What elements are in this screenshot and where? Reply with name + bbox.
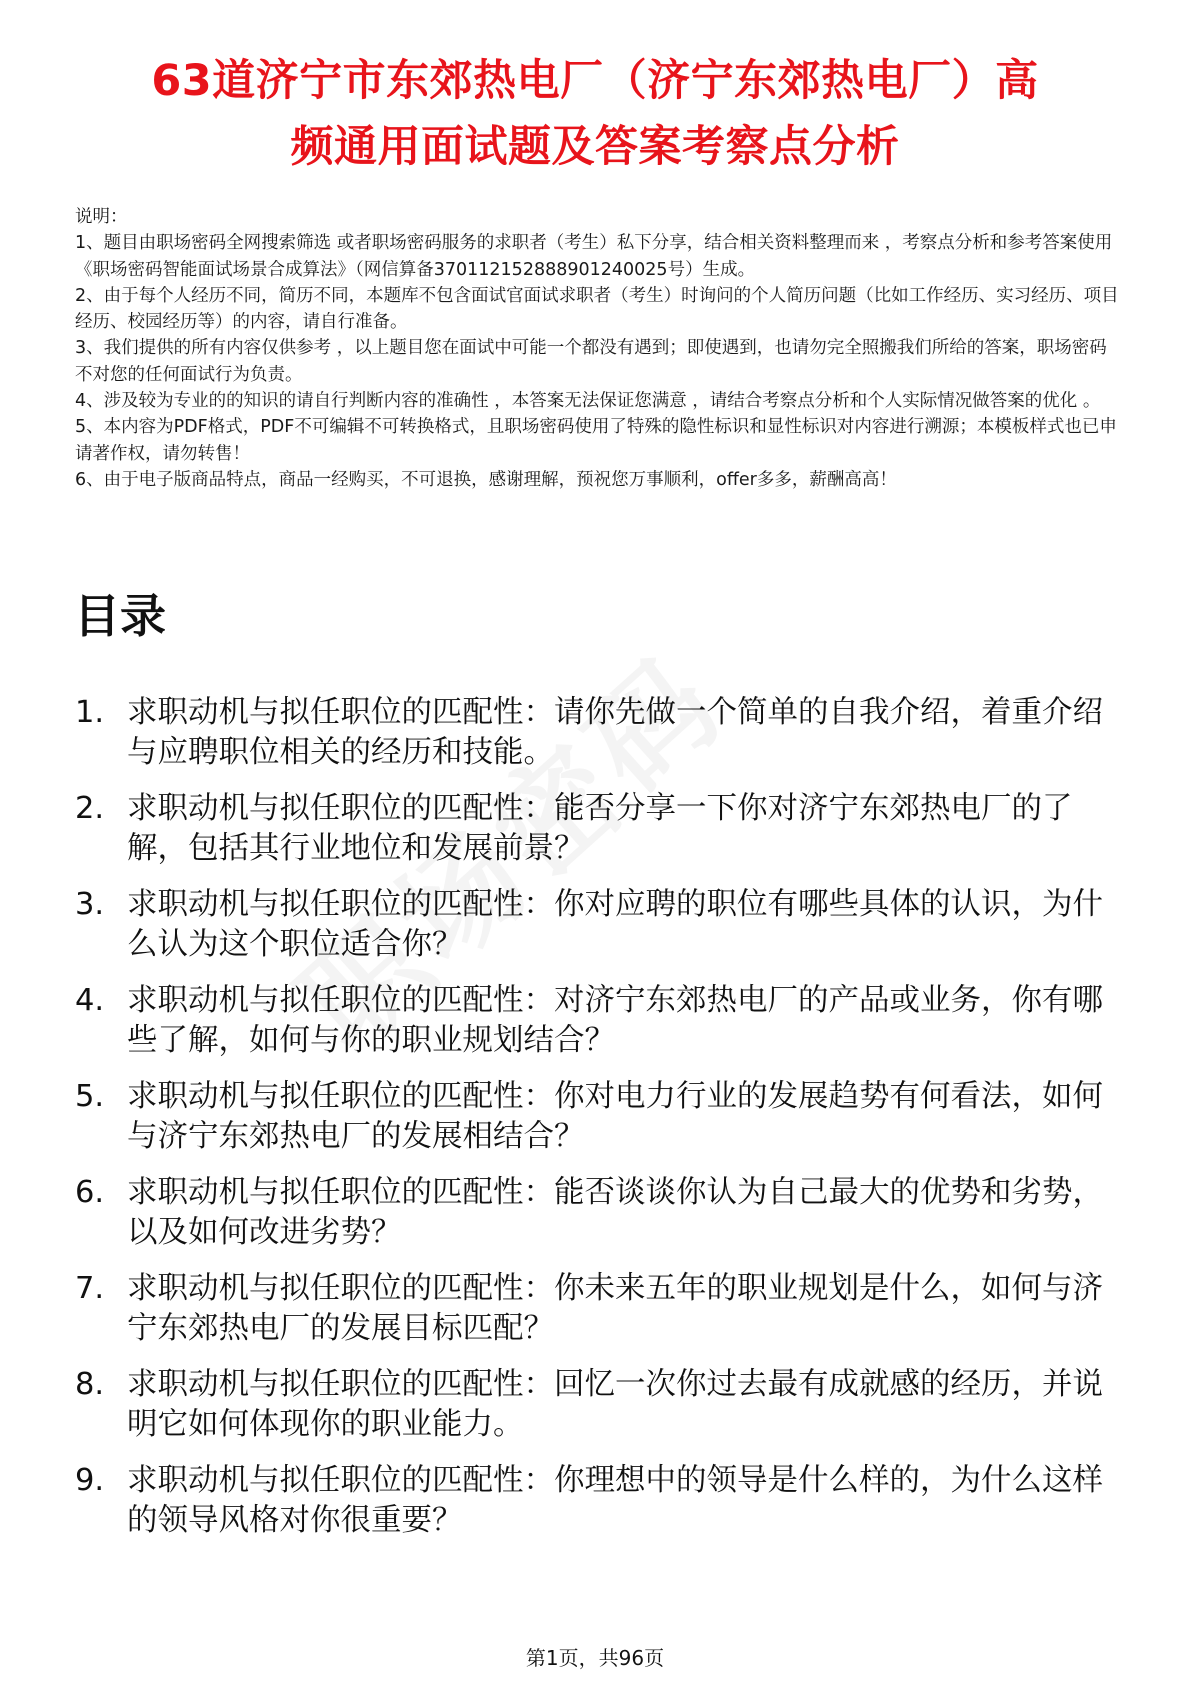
toc-item[interactable] xyxy=(75,1461,1120,1557)
toc-item[interactable] xyxy=(75,1365,1120,1461)
toc-item-text: 求职动机与拟任职位的匹配性：你对电力行业的发展趋势有何看法，如何与济宁东郊热电厂的发展相结合？ xyxy=(127,1079,1103,1154)
toc-item-number: 8. xyxy=(75,1367,105,1402)
toc-item[interactable] xyxy=(75,1173,1120,1269)
toc-item-number: 1. xyxy=(75,695,105,730)
toc-item-text: 求职动机与拟任职位的匹配性：你对应聘的职位有哪些具体的认识，为什么认为这个职位适合你？ xyxy=(127,887,1103,962)
toc-item[interactable] xyxy=(75,981,1120,1077)
toc-item-number: 3. xyxy=(75,887,105,922)
toc-item-text: 求职动机与拟任职位的匹配性：能否谈谈你认为自己最大的优势和劣势，以及如何改进劣势？ xyxy=(127,1175,1103,1250)
toc-item-number: 7. xyxy=(75,1271,105,1306)
toc-item[interactable] xyxy=(75,693,1120,789)
toc-item-number: 9. xyxy=(75,1463,105,1498)
page-footer: 第1页，共96页 xyxy=(525,1646,665,1670)
toc-item-text: 求职动机与拟任职位的匹配性：对济宁东郊热电厂的产品或业务，你有哪些了解，如何与你的职业规划结合？ xyxy=(127,983,1103,1058)
notes-heading: 说明： xyxy=(75,207,128,227)
toc-item-number: 2. xyxy=(75,791,105,826)
toc-item-text: 求职动机与拟任职位的匹配性：请你先做一个简单的自我介绍，着重介绍与应聘职位相关的经历和技能。 xyxy=(127,695,1103,770)
toc-item[interactable] xyxy=(75,1077,1120,1173)
note-item-6: 6、由于电子版商品特点，商品一经购买，不可退换，感谢理解，预祝您万事顺利，offer多多，薪酬高高！ xyxy=(75,469,897,490)
toc-item-number: 5. xyxy=(75,1079,105,1114)
toc-item-text: 求职动机与拟任职位的匹配性：能否分享一下你对济宁东郊热电厂的了解，包括其行业地位和发展前景？ xyxy=(127,791,1073,866)
note-item-4: 4、涉及较为专业的的知识的请自行判断内容的准确性 ，本答案无法保证您满意 ，请结合考察点分析和个人实际情况做答案的优化 。 xyxy=(75,391,1101,412)
toc-item[interactable] xyxy=(75,1269,1120,1365)
document-title xyxy=(70,48,1120,180)
table-of-contents xyxy=(75,693,1120,1557)
toc-heading: 目录 xyxy=(74,589,166,643)
toc-item-text: 求职动机与拟任职位的匹配性：你理想中的领导是什么样的，为什么这样的领导风格对你很重要？ xyxy=(127,1463,1103,1538)
title-line-2: 频通用面试题及答案考察点分析 xyxy=(290,122,900,172)
notes-section xyxy=(75,204,1120,493)
note-item-5: 5、本内容为PDF格式，PDF不可编辑不可转换格式，且职场密码使用了特殊的隐性标识和显性标识对内容进行溯源；本模板样式也已申请著作权，请勿转售！ xyxy=(75,417,1117,464)
toc-item-text: 求职动机与拟任职位的匹配性：你未来五年的职业规划是什么，如何与济宁东郊热电厂的发展目标匹配？ xyxy=(127,1271,1103,1346)
toc-item[interactable] xyxy=(75,789,1120,885)
note-item-1: 1、题目由职场密码全网搜索筛选 或者职场密码服务的求职者（考生）私下分享，结合相关资料整理而来 ，考察点分析和参考答案使用《职场密码智能面试场景合成算法》（网信算备370112152888901240025号）生成。 xyxy=(75,233,1113,280)
note-item-2: 2、由于每个人经历不同，简历不同，本题库不包含面试官面试求职者（考生）时询问的个人简历问题（比如工作经历、实习经历、项目经历、校园经历等）的内容，请自行准备。 xyxy=(75,285,1119,333)
toc-item-text: 求职动机与拟任职位的匹配性：回忆一次你过去最有成就感的经历，并说明它如何体现你的职业能力。 xyxy=(127,1367,1103,1442)
title-line-1: 63道济宁市东郊热电厂（济宁东郊热电厂）高 xyxy=(151,56,1039,106)
toc-item[interactable] xyxy=(75,885,1120,981)
toc-item-number: 6. xyxy=(75,1175,105,1210)
toc-item-number: 4. xyxy=(75,983,105,1018)
note-item-3: 3、我们提供的所有内容仅供参考 ，以上题目您在面试中可能一个都没有遇到；即使遇到，也请勿完全照搬我们所给的答案，职场密码不对您的任何面试行为负责。 xyxy=(75,338,1107,385)
